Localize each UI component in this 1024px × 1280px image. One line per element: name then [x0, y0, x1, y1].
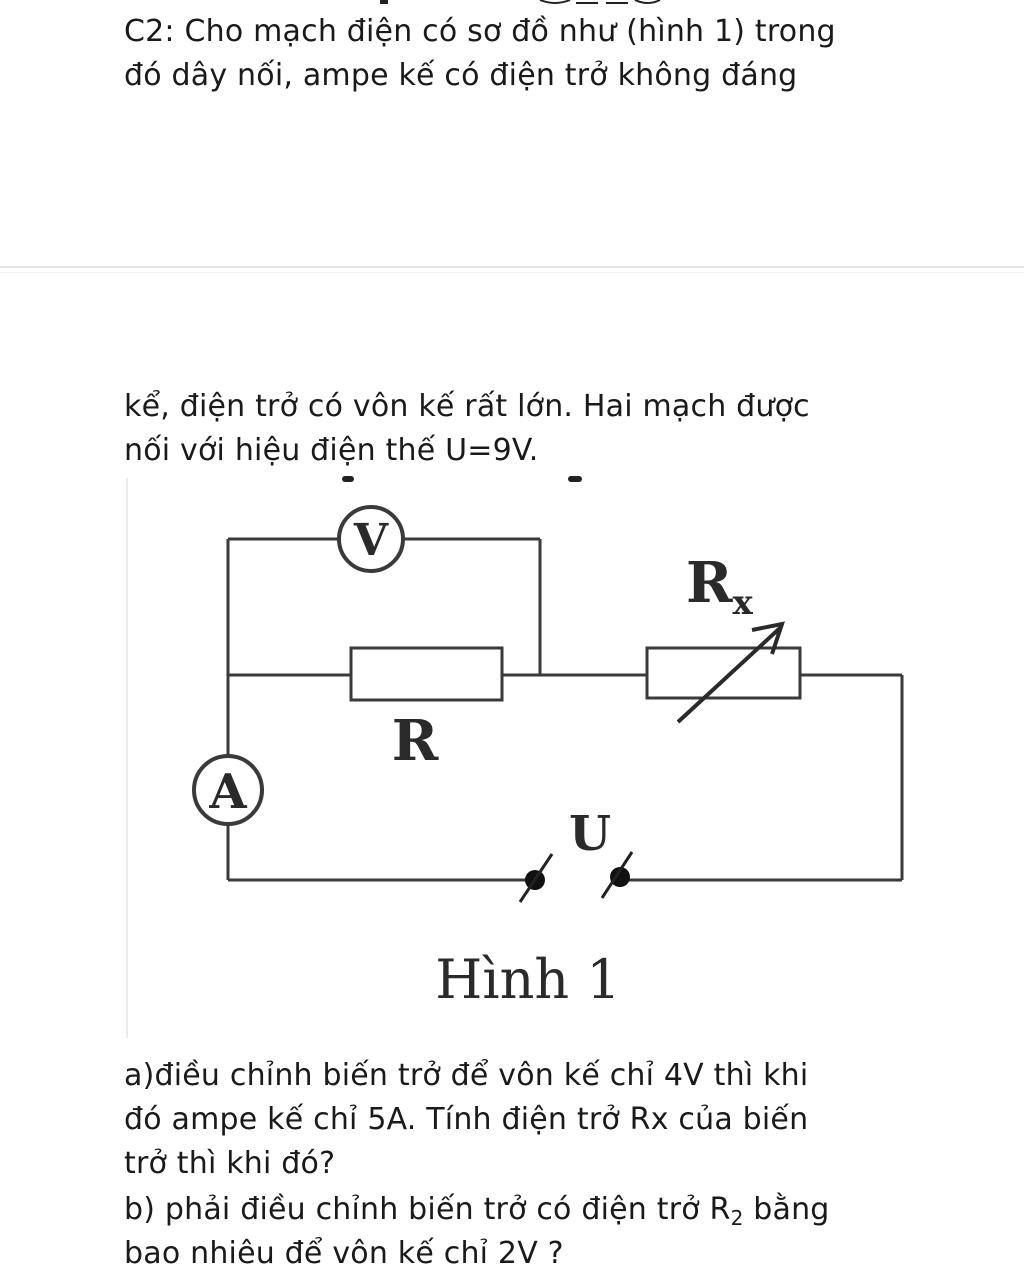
- source-label: U: [569, 806, 611, 862]
- voltmeter-symbol: [339, 507, 403, 571]
- cropped-text-remnant: [380, 0, 700, 6]
- part-b-subscript: 2: [730, 1206, 744, 1230]
- rheostat-label: $R_x$: [686, 550, 753, 623]
- part-a-line-3: trở thì khi đó?: [124, 1146, 336, 1181]
- page-divider: [0, 266, 1024, 268]
- ammeter-label: A: [209, 764, 247, 820]
- ammeter-symbol: [194, 756, 262, 824]
- figure-left-border: [126, 478, 128, 1038]
- resistor-r: [351, 648, 502, 700]
- part-a-line-2: đó ampe kế chỉ 5A. Tính điện trở Rx của biến: [124, 1102, 809, 1137]
- part-b-line-1-end: bằng: [743, 1192, 830, 1227]
- question-line-2: đó dây nối, ampe kế có điện trở không đáng: [124, 58, 798, 93]
- part-b-line-1-start: b) phải điều chỉnh biến trở có điện trở R: [124, 1192, 731, 1227]
- question-line-1: C2: Cho mạch điện có sơ đồ như (hình 1) trong: [124, 14, 836, 49]
- page-divider-shadow: [0, 272, 1024, 273]
- voltmeter-label: V: [353, 515, 389, 566]
- top-mark-right: [568, 476, 582, 482]
- top-mark-left: [342, 476, 354, 482]
- question-line-3: kể, điện trở có vôn kế rất lớn. Hai mạch được: [124, 389, 810, 424]
- question-line-4: nối với hiệu điện thế U=9V.: [124, 433, 539, 468]
- figure-caption: Hình 1: [435, 948, 621, 1011]
- part-b-line-2: bao nhiêu để vôn kế chỉ 2V ?: [124, 1236, 564, 1271]
- circuit-diagram: [130, 470, 910, 1030]
- resistor-label: R: [391, 708, 439, 774]
- part-a-line-1: a)điều chỉnh biến trở để vôn kế chỉ 4V thì khi: [124, 1058, 809, 1093]
- rheostat-rx: [647, 648, 800, 698]
